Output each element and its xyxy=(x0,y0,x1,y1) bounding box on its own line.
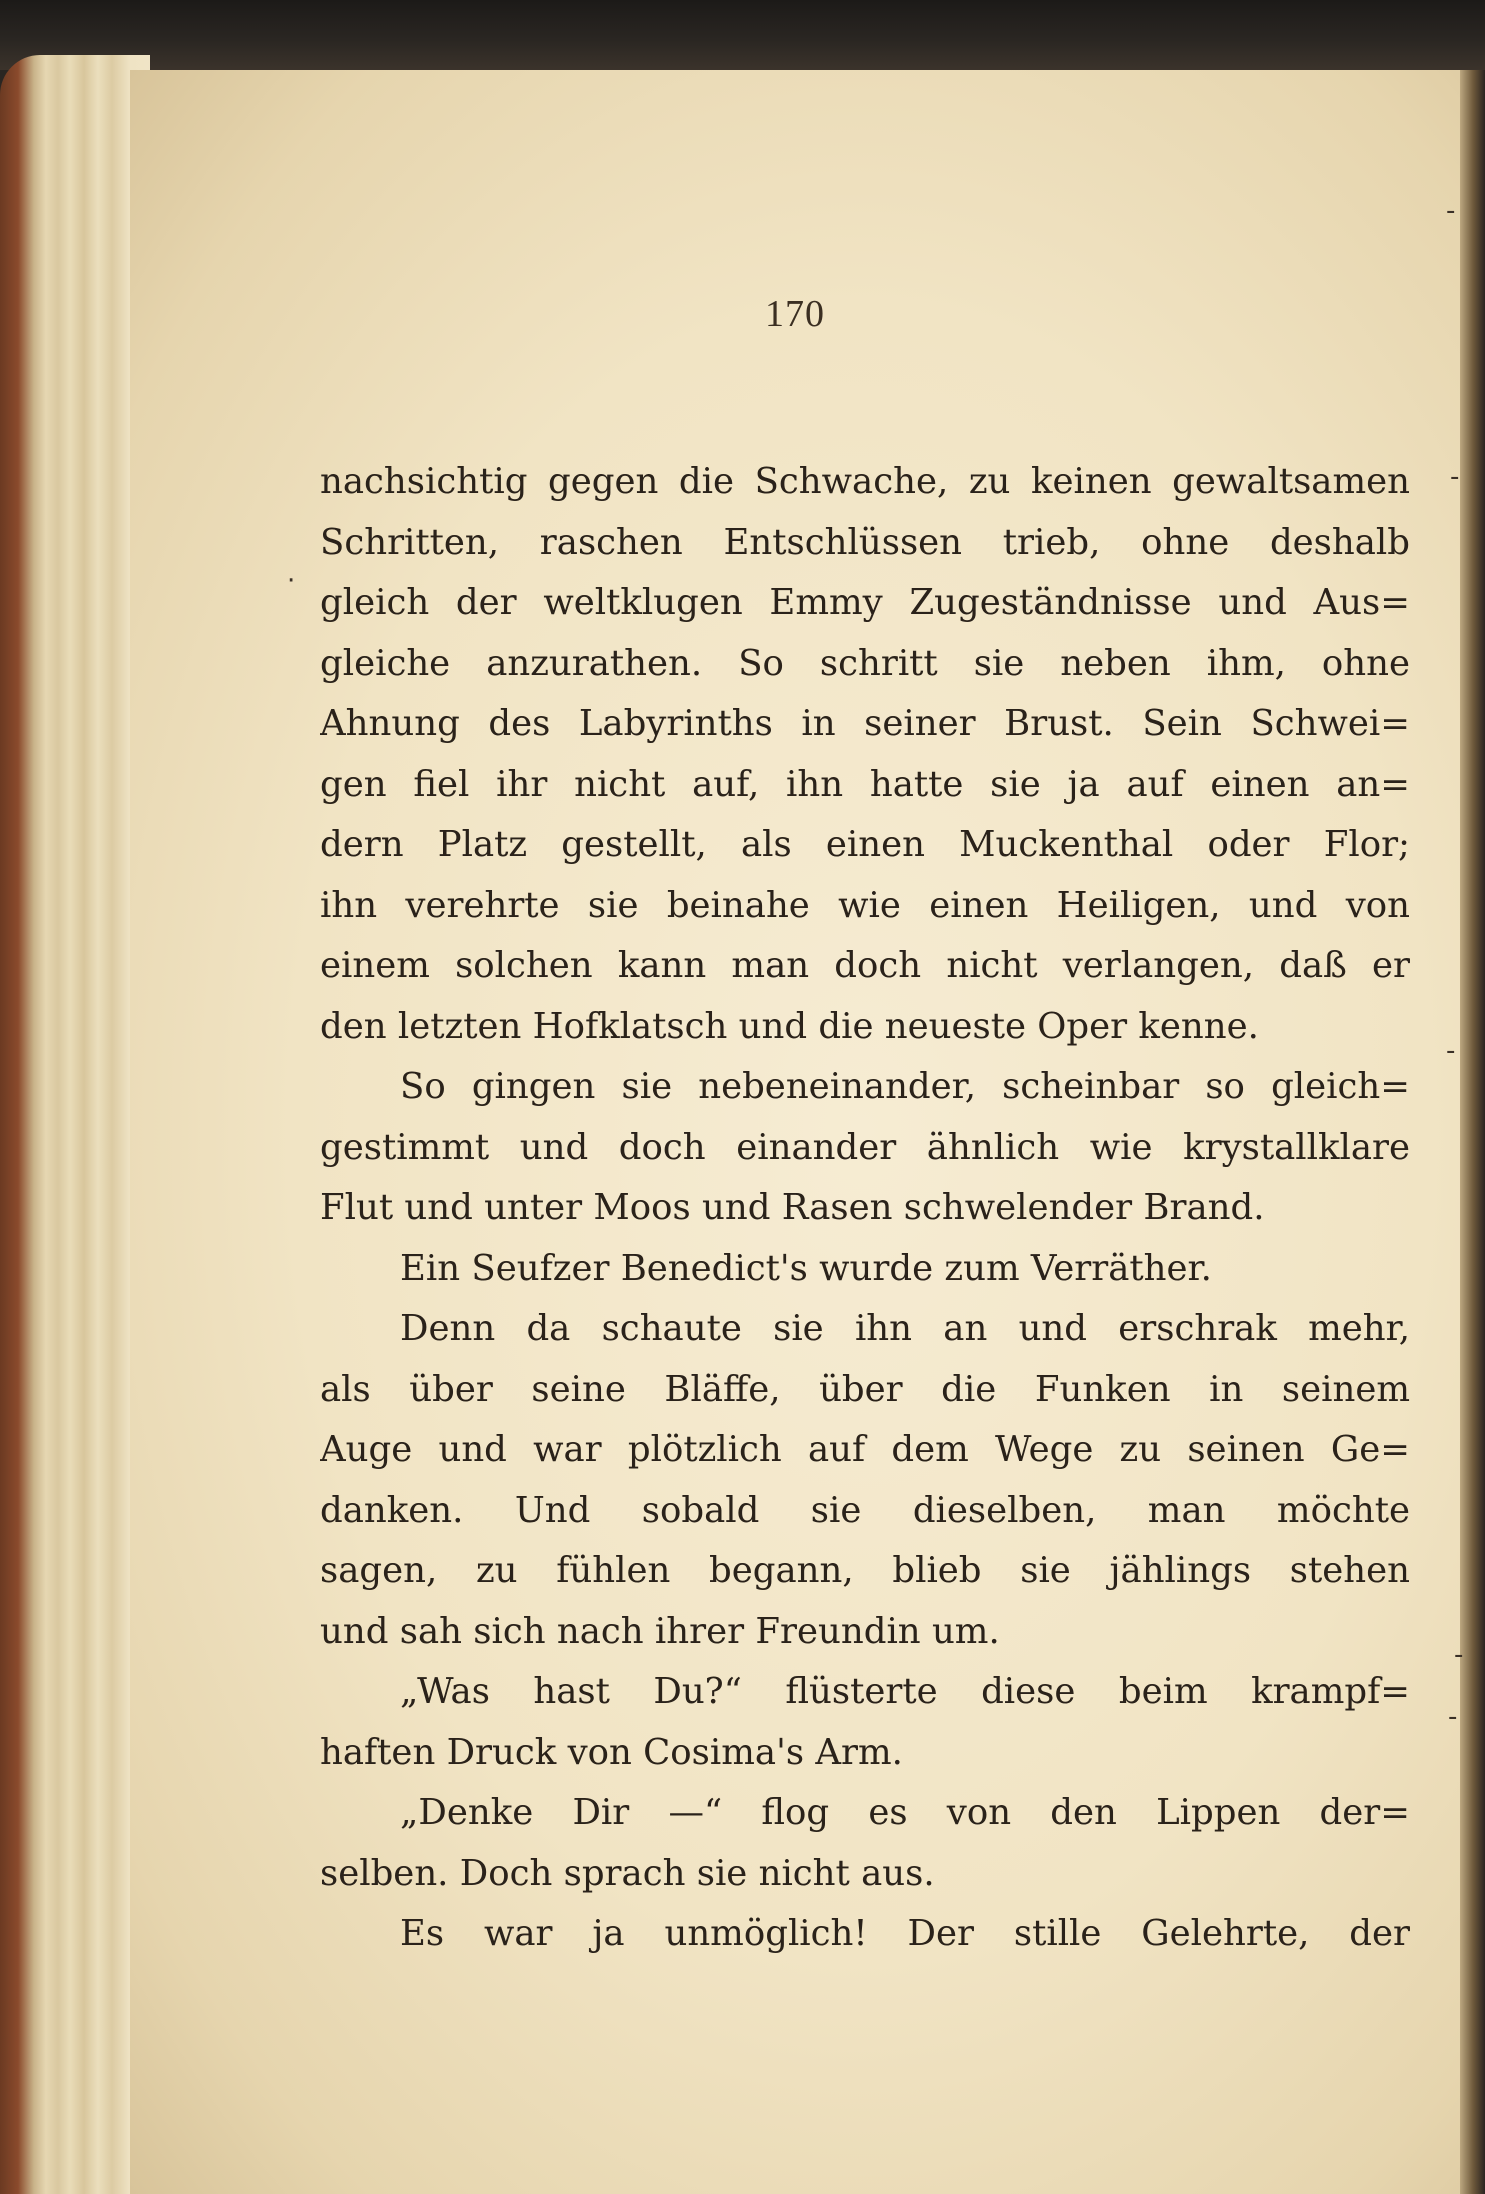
text-line: dern Platz gestellt, als einen Muckenthal oder Flor; xyxy=(320,824,1410,865)
margin-mark: - xyxy=(1446,1036,1456,1066)
text-line: gen fiel ihr nicht auf, ihn hatte sie ja auf einen an= xyxy=(320,763,1410,805)
text-line: Ein Seufzer Benedict's wurde zum Verräther. xyxy=(400,1247,1212,1289)
page-text-block xyxy=(320,452,1410,1965)
book-top-edge xyxy=(0,0,1485,70)
text-line: Schritten, raschen Entschlüssen trieb, ohne deshalb xyxy=(320,521,1410,563)
text-line: gestimmt und doch einander ähnlich wie krystallklare xyxy=(320,1126,1410,1168)
text-line: danken. Und sobald sie dieselben, man möchte xyxy=(320,1489,1410,1531)
margin-mark: - xyxy=(1450,462,1460,492)
text-line: Auge und war plötzlich auf dem Wege zu seinen Ge= xyxy=(320,1429,1410,1470)
text-line: So gingen sie nebeneinander, scheinbar so gleich= xyxy=(400,1066,1410,1107)
margin-mark: - xyxy=(1446,196,1456,226)
text-line: gleiche anzurathen. So schritt sie neben ihm, ohne xyxy=(320,642,1410,684)
text-line: ihn verehrte sie beinahe wie einen Heiligen, und von xyxy=(320,884,1410,926)
text-line: einem solchen kann man doch nicht verlangen, daß er xyxy=(320,945,1410,986)
margin-mark: - xyxy=(1448,1702,1458,1732)
margin-mark: - xyxy=(1454,1640,1464,1670)
book-page-stack-edge xyxy=(0,55,150,2194)
text-line: „Was hast Du?“ flüsterte diese beim krampf= xyxy=(400,1671,1410,1712)
text-line: nachsichtig gegen die Schwache, zu keinen gewaltsamen xyxy=(320,461,1410,502)
text-line: „Denke Dir —“ flog es von den Lippen der= xyxy=(400,1792,1410,1833)
text-line: Flut und unter Moos und Rasen schwelender Brand. xyxy=(320,1187,1265,1228)
text-line: Denn da schaute sie ihn an und erschrak mehr, xyxy=(400,1308,1410,1349)
page-number: 170 xyxy=(765,293,825,335)
text-line: als über seine Bläffe, über die Funken in seinem xyxy=(320,1368,1410,1410)
text-line: gleich der weltklugen Emmy Zugeständnisse und Aus= xyxy=(320,582,1410,623)
text-line: und sah sich nach ihrer Freundin um. xyxy=(320,1610,1000,1652)
text-line: sagen, zu fühlen begann, blieb sie jählings stehen xyxy=(320,1550,1410,1591)
text-line: den letzten Hofklatsch und die neueste Oper kenne. xyxy=(320,1005,1259,1047)
text-line: selben. Doch sprach sie nicht aus. xyxy=(320,1852,935,1894)
text-line: Es war ja unmöglich! Der stille Gelehrte, der xyxy=(400,1913,1410,1954)
text-line: Ahnung des Labyrinths in seiner Brust. Sein Schwei= xyxy=(320,703,1410,744)
margin-mark: · xyxy=(287,566,296,596)
text-line: haften Druck von Cosima's Arm. xyxy=(320,1731,903,1773)
book-page xyxy=(130,70,1460,2194)
